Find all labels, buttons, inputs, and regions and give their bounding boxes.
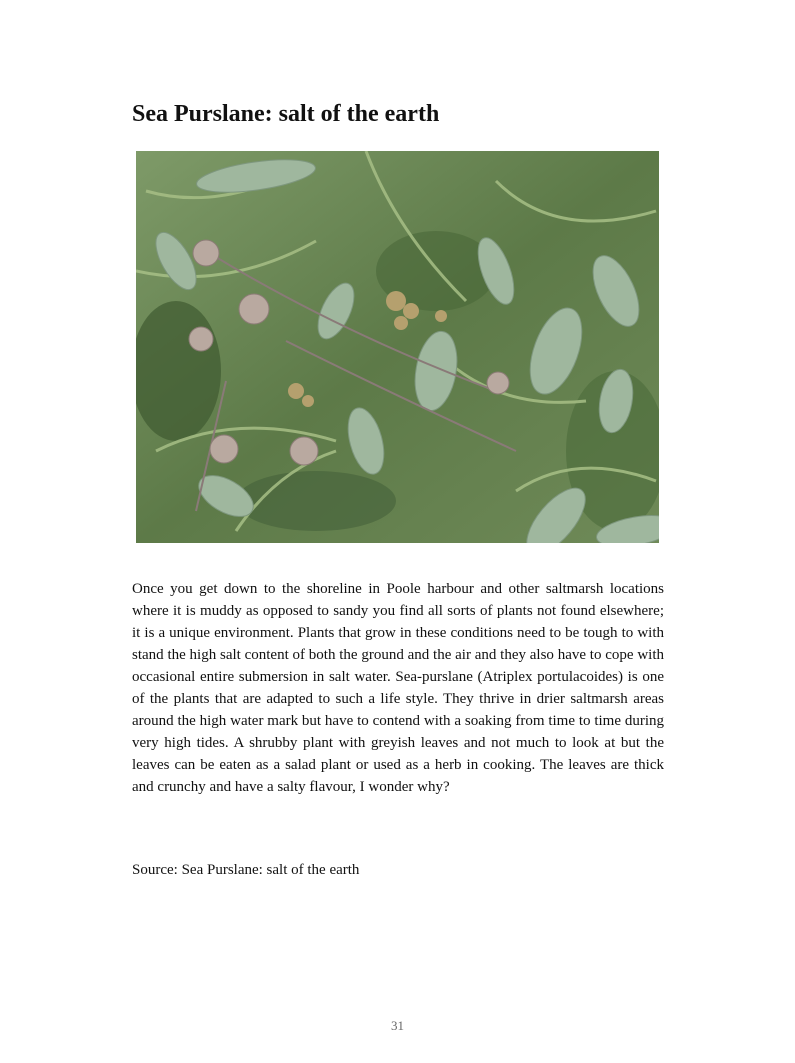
source-citation: Source: Sea Purslane: salt of the earth [132, 862, 360, 878]
page-number: 31 [391, 1018, 404, 1033]
page-title: Sea Purslane: salt of the earth [132, 101, 440, 127]
plant-illustration [136, 151, 659, 543]
article-paragraph: Once you get down to the shoreline in Poole harbour and other saltmarsh locations where it is muddy as opposed to sandy you find all sorts of plants not found elsewhere; it is a unique environment. Plants that grow in these conditions need to be tough to with stand the high salt content of both the ground and the air and they also have to cope with occasional entire submersion in salt water. Sea-purslane (Atriplex portulacoides) is one of the plants that are adapted to such a life style. They thrive in drier saltmarsh areas around the high water mark but have to contend with a soaking from time to time during very high tides. A shrubby plant with greyish leaves and not much to look at but the leaves can be eaten as a salad plant or used as a herb in cooking. The leaves are thick and crunchy and have a salty flavour, I wonder why? [132, 581, 664, 795]
sea-purslane-photo [136, 151, 659, 543]
